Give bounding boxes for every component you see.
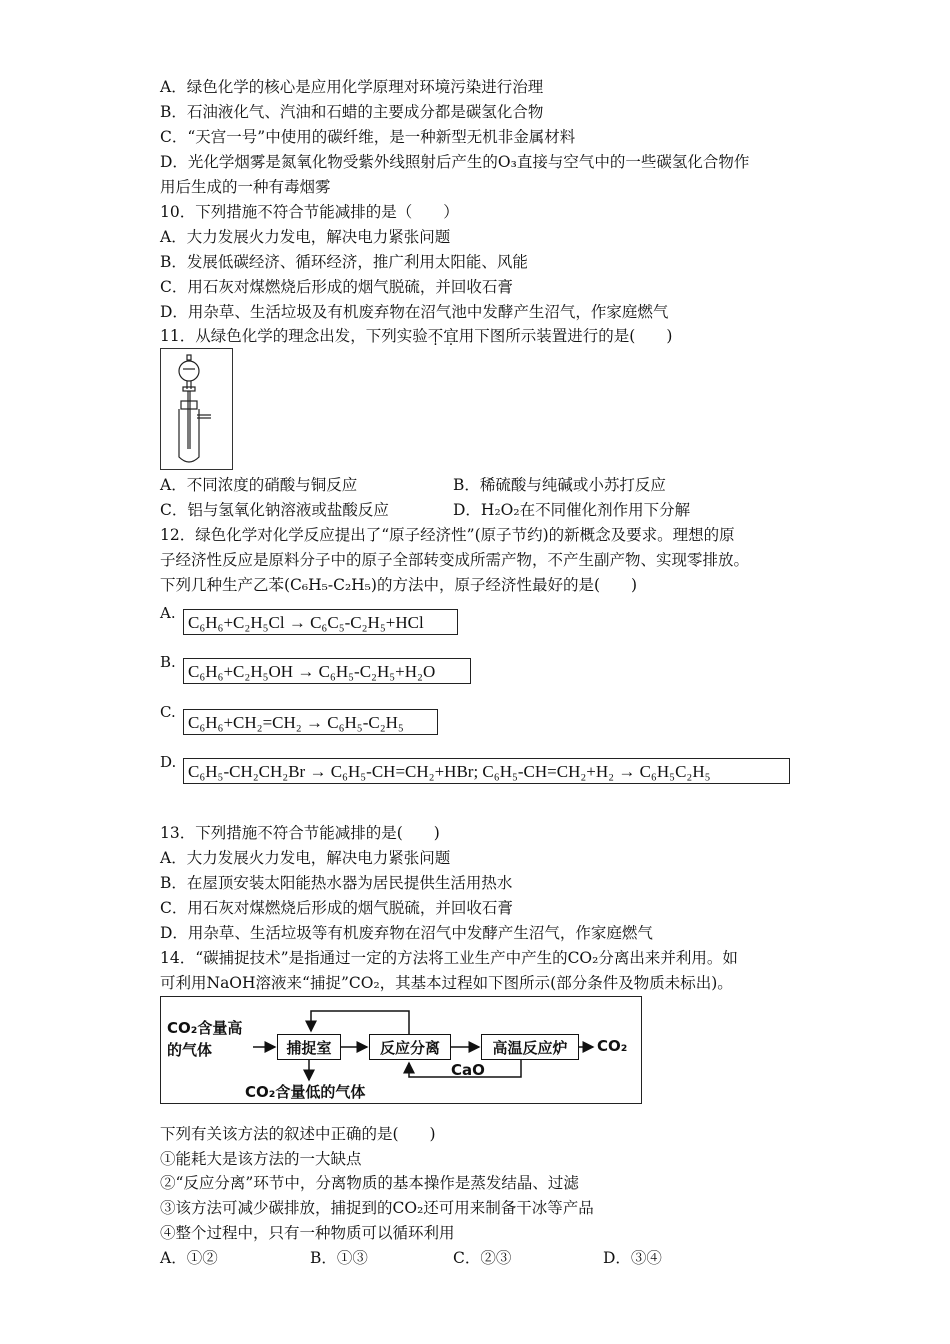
q13-option-b: B．在屋顶安装太阳能热水器为居民提供生活用热水: [160, 874, 513, 892]
q11-option-c: C．铝与氢氧化钠溶液或盐酸反应: [160, 501, 389, 519]
q12-label-c: C.: [160, 703, 176, 721]
q12-label-a: A.: [160, 604, 176, 622]
flow-output-co2: CO₂: [597, 1037, 628, 1055]
q9-option-d-line2: 用后生成的一种有毒烟雾: [160, 178, 331, 196]
carbon-capture-flowchart: [160, 996, 642, 1104]
q13-option-a: A．大力发展火力发电，解决电力紧张问题: [160, 849, 451, 867]
q14-statement-4: ④整个过程中，只有一种物质可以循环利用: [160, 1224, 455, 1242]
q10-option-a: A．大力发展火力发电，解决电力紧张问题: [160, 228, 451, 246]
q14-statement-1: ①能耗大是该方法的一大缺点: [160, 1150, 362, 1168]
q9-option-c: C．“天宫一号”中使用的碳纤维，是一种新型无机非金属材料: [160, 128, 576, 146]
q13-stem: 13．下列措施不符合节能减排的是( ): [160, 824, 440, 842]
q12-formula-c: C₆H₆+CH₂=CH₂ → C₆H₅-C₂H₅: [183, 709, 438, 735]
q11-option-d: D．H₂O₂在不同催化剂作用下分解: [453, 501, 691, 519]
q10-option-d: D．用杂草、生活垃圾及有机废弃物在沼气池中发酵产生沼气，作家庭燃气: [160, 303, 669, 321]
q14-option-d: D．③④: [603, 1249, 662, 1267]
q12-label-b: B.: [160, 653, 176, 671]
q14-option-c: C．②③: [453, 1249, 512, 1267]
q12-formula-a: C₆H₆+C₂H₅Cl → C₆C₅-C₂H₅+HCl: [183, 609, 458, 635]
q9-option-a: A．绿色化学的核心是应用化学原理对环境污染进行治理: [160, 78, 544, 96]
high-temp-furnace-box: 高温反应炉: [481, 1034, 579, 1060]
flow-input-line1: CO₂含量高: [167, 1019, 243, 1037]
q11-option-b: B．稀硫酸与纯碱或小苏打反应: [453, 476, 666, 494]
q9-option-d-line1: D．光化学烟雾是氮氧化物受紫外线照射后产生的O₃直接与空气中的一些碳氢化合物作: [160, 153, 750, 171]
q14-question: 下列有关该方法的叙述中正确的是( ): [160, 1125, 436, 1143]
capture-chamber-box: 捕捉室: [277, 1034, 341, 1060]
separatory-funnel-test-tube-icon: [161, 349, 232, 469]
q11-stem: 11．从绿色化学的理念出发，下列实验不宜用下图所示装置进行的是( ): [160, 327, 673, 345]
q10-stem: 10．下列措施不符合节能减排的是（ ）: [160, 203, 459, 221]
flow-input-line2: 的气体: [167, 1041, 213, 1059]
q13-option-c: C．用石灰对煤燃烧后形成的烟气脱硫，并回收石膏: [160, 899, 513, 917]
q12-label-d: D.: [160, 753, 177, 771]
q12-stem-line3: 下列几种生产乙苯(C₆H₅-C₂H₅)的方法中，原子经济性最好的是( ): [160, 576, 638, 594]
q12-stem-line1: 12．绿色化学对化学反应提出了“原子经济性”(原子节约)的新概念及要求。理想的原: [160, 526, 735, 544]
q10-option-b: B．发展低碳经济、循环经济，推广利用太阳能、风能: [160, 253, 528, 271]
q12-formula-d: C₆H₅-CH₂CH₂Br → C₆H₅-CH=CH₂+HBr; C₆H₅-CH=CH₂+H₂ → C₆H₅C₂H₅: [183, 758, 790, 784]
q14-statement-2: ②“反应分离”环节中，分离物质的基本操作是蒸发结晶、过滤: [160, 1174, 579, 1192]
q14-option-b: B．①③: [310, 1249, 368, 1267]
q9-option-b: B．石油液化气、汽油和石蜡的主要成分都是碳氢化合物: [160, 103, 544, 121]
q14-option-a: A．①②: [160, 1249, 218, 1267]
q11-option-a: A．不同浓度的硝酸与铜反应: [160, 476, 358, 494]
q14-stem-line1: 14．“碳捕捉技术”是指通过一定的方法将工业生产中产生的CO₂分离出来并利用。如: [160, 949, 738, 967]
q12-formula-b: C₆H₆+C₂H₅OH → C₆H₅-C₂H₅+H₂O: [183, 658, 471, 684]
q14-stem-line2: 可利用NaOH溶液来“捕捉”CO₂，其基本过程如下图所示(部分条件及物质未标出)。: [160, 974, 733, 992]
q10-option-c: C．用石灰对煤燃烧后形成的烟气脱硫，并回收石膏: [160, 278, 513, 296]
q14-statement-3: ③该方法可减少碳排放，捕捉到的CO₂还可用来制备干冰等产品: [160, 1199, 594, 1217]
flow-low-co2-gas: CO₂含量低的气体: [245, 1083, 366, 1101]
reaction-separation-box: 反应分离: [369, 1034, 451, 1060]
q12-stem-line2: 子经济性反应是原料分子中的原子全部转变成所需产物，不产生副产物、实现零排放。: [160, 551, 750, 569]
flow-recycle-cao: CaO: [451, 1061, 485, 1079]
apparatus-figure: [160, 348, 233, 470]
q13-option-d: D．用杂草、生活垃圾等有机废弃物在沼气中发酵产生沼气，作家庭燃气: [160, 924, 653, 942]
